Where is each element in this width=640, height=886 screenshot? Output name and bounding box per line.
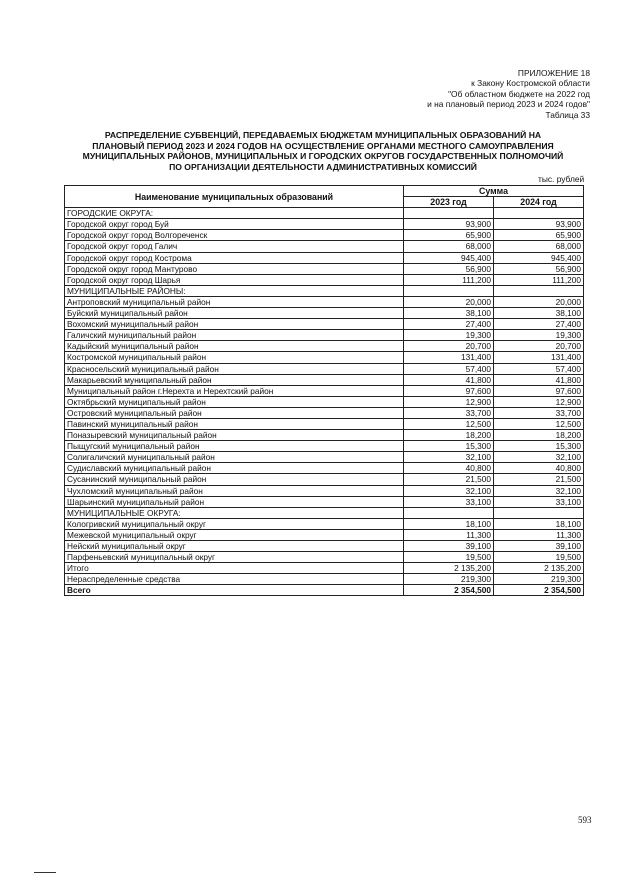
cell-amount-2023: 11,300 bbox=[404, 529, 494, 540]
table-row bbox=[65, 407, 584, 418]
column-header-sum: Сумма bbox=[404, 186, 584, 197]
cell-amount-2024: 18,200 bbox=[494, 430, 584, 441]
section-row bbox=[65, 507, 584, 518]
cell-amount-2023: 97,600 bbox=[404, 385, 494, 396]
cell-amount-2023: 19,500 bbox=[404, 552, 494, 563]
cell-municipality-name: Поназыревский муниципальный район bbox=[65, 430, 404, 441]
cell-amount-2024: 56,900 bbox=[494, 263, 584, 274]
table-row bbox=[65, 418, 584, 429]
table-row bbox=[65, 330, 584, 341]
cell-amount-2023: 33,700 bbox=[404, 407, 494, 418]
table-row bbox=[65, 430, 584, 441]
cell-municipality-name: Городской округ город Шарья bbox=[65, 274, 404, 285]
cell-amount-2024 bbox=[494, 208, 584, 219]
cell-amount-2024: 97,600 bbox=[494, 385, 584, 396]
cell-municipality-name: Городской округ город Галич bbox=[65, 241, 404, 252]
cell-amount-2024: 33,700 bbox=[494, 407, 584, 418]
table-row bbox=[65, 319, 584, 330]
table-row bbox=[65, 263, 584, 274]
cell-amount-2023: 93,900 bbox=[404, 219, 494, 230]
section-row bbox=[65, 285, 584, 296]
table-body bbox=[65, 208, 584, 596]
table-row bbox=[65, 219, 584, 230]
table-row bbox=[65, 585, 584, 596]
units-label: тыс. рублей bbox=[538, 174, 585, 184]
header-period-line: и на плановый период 2023 и 2024 годов" bbox=[427, 99, 590, 110]
table-row bbox=[65, 296, 584, 307]
cell-amount-2024: 219,300 bbox=[494, 574, 584, 585]
cell-municipality-name: Судиславский муниципальный район bbox=[65, 463, 404, 474]
cell-amount-2024: 20,700 bbox=[494, 341, 584, 352]
cell-amount-2024: 65,900 bbox=[494, 230, 584, 241]
cell-municipality-name: Городской округ город Буй bbox=[65, 219, 404, 230]
cell-municipality-name: Чухломский муниципальный район bbox=[65, 485, 404, 496]
cell-amount-2023: 33,100 bbox=[404, 496, 494, 507]
cell-municipality-name: Галичский муниципальный район bbox=[65, 330, 404, 341]
cell-municipality-name: Итого bbox=[65, 563, 404, 574]
table-row bbox=[65, 452, 584, 463]
cell-amount-2023: 32,100 bbox=[404, 452, 494, 463]
cell-municipality-name: Городской округ город Волгореченск bbox=[65, 230, 404, 241]
title-line: РАСПРЕДЕЛЕНИЕ СУБВЕНЦИЙ, ПЕРЕДАВАЕМЫХ БЮДЖЕТАМ МУНИЦИПАЛЬНЫХ ОБРАЗОВАНИЙ НА bbox=[104, 130, 542, 140]
cell-municipality-name: Межевской муниципальный округ bbox=[65, 529, 404, 540]
cell-amount-2023: 40,800 bbox=[404, 463, 494, 474]
cell-amount-2024: 11,300 bbox=[494, 529, 584, 540]
cell-amount-2024: 32,100 bbox=[494, 485, 584, 496]
cell-amount-2024: 20,000 bbox=[494, 296, 584, 307]
cell-amount-2023: 20,000 bbox=[404, 296, 494, 307]
table-row bbox=[65, 396, 584, 407]
cell-amount-2023 bbox=[404, 285, 494, 296]
cell-municipality-name: МУНИЦИПАЛЬНЫЕ РАЙОНЫ: bbox=[65, 285, 404, 296]
cell-amount-2024: 19,500 bbox=[494, 552, 584, 563]
cell-amount-2023: 39,100 bbox=[404, 541, 494, 552]
table-row bbox=[65, 252, 584, 263]
cell-amount-2024: 111,200 bbox=[494, 274, 584, 285]
cell-amount-2023: 19,300 bbox=[404, 330, 494, 341]
table-row bbox=[65, 496, 584, 507]
table-row bbox=[65, 230, 584, 241]
cell-municipality-name: Островский муниципальный район bbox=[65, 407, 404, 418]
cell-amount-2023: 38,100 bbox=[404, 308, 494, 319]
cell-municipality-name: Павинский муниципальный район bbox=[65, 418, 404, 429]
cell-municipality-name: Антроповский муниципальный район bbox=[65, 296, 404, 307]
cell-amount-2023: 945,400 bbox=[404, 252, 494, 263]
table-row bbox=[65, 385, 584, 396]
table-row bbox=[65, 363, 584, 374]
cell-amount-2024: 32,100 bbox=[494, 452, 584, 463]
cell-amount-2023: 2 354,500 bbox=[404, 585, 494, 596]
table-row bbox=[65, 485, 584, 496]
cell-amount-2024: 33,100 bbox=[494, 496, 584, 507]
table-row bbox=[65, 574, 584, 585]
cell-municipality-name: Городской округ город Кострома bbox=[65, 252, 404, 263]
cell-municipality-name: Кологривский муниципальный округ bbox=[65, 518, 404, 529]
cell-amount-2023: 65,900 bbox=[404, 230, 494, 241]
cell-amount-2023: 68,000 bbox=[404, 241, 494, 252]
cell-municipality-name: Солигаличский муниципальный район bbox=[65, 452, 404, 463]
cell-amount-2023: 27,400 bbox=[404, 319, 494, 330]
column-header-2024: 2024 год bbox=[494, 197, 584, 208]
cell-amount-2023: 21,500 bbox=[404, 474, 494, 485]
cell-municipality-name: Вохомский муниципальный район bbox=[65, 319, 404, 330]
cell-amount-2023: 111,200 bbox=[404, 274, 494, 285]
cell-municipality-name: Шарьинский муниципальный район bbox=[65, 496, 404, 507]
cell-amount-2024: 945,400 bbox=[494, 252, 584, 263]
cell-amount-2024: 2 135,200 bbox=[494, 563, 584, 574]
table-row bbox=[65, 352, 584, 363]
table-row bbox=[65, 241, 584, 252]
cell-municipality-name: Нераспределенные средства bbox=[65, 574, 404, 585]
table-row bbox=[65, 374, 584, 385]
header-law-line: к Закону Костромской области bbox=[471, 78, 590, 89]
cell-amount-2023: 18,200 bbox=[404, 430, 494, 441]
cell-municipality-name: Октябрьский муниципальный район bbox=[65, 396, 404, 407]
title-line: МУНИЦИПАЛЬНЫХ РАЙОНОВ, МУНИЦИПАЛЬНЫХ И ГОРОДСКИХ ОКРУГОВ ГОСУДАРСТВЕННЫХ ПОЛНОМОЧИЙ bbox=[82, 151, 564, 162]
cell-amount-2023: 12,500 bbox=[404, 418, 494, 429]
header-table-number: Таблица 33 bbox=[545, 109, 590, 120]
cell-municipality-name: Кадыйский муниципальный район bbox=[65, 341, 404, 352]
cell-municipality-name: Нейский муниципальный округ bbox=[65, 541, 404, 552]
cell-amount-2024: 68,000 bbox=[494, 241, 584, 252]
cell-amount-2023: 18,100 bbox=[404, 518, 494, 529]
cell-amount-2024: 41,800 bbox=[494, 374, 584, 385]
title-line: ПЛАНОВЫЙ ПЕРИОД 2023 И 2024 ГОДОВ НА ОСУЩЕСТВЛЕНИЕ ОРГАНАМИ МЕСТНОГО САМОУПРАВЛЕНИЯ bbox=[92, 140, 554, 151]
cell-amount-2023: 56,900 bbox=[404, 263, 494, 274]
cell-amount-2024: 21,500 bbox=[494, 474, 584, 485]
cell-amount-2024 bbox=[494, 507, 584, 518]
column-header-name: Наименование муниципальных образований bbox=[65, 186, 404, 208]
column-header-2023: 2023 год bbox=[404, 197, 494, 208]
cell-municipality-name: Сусанинский муниципальный район bbox=[65, 474, 404, 485]
cell-municipality-name: Красносельский муниципальный район bbox=[65, 363, 404, 374]
table-row bbox=[65, 518, 584, 529]
title-line: ПО ОРГАНИЗАЦИИ ДЕЯТЕЛЬНОСТИ АДМИНИСТРАТИВНЫХ КОМИССИЙ bbox=[169, 161, 477, 172]
cell-amount-2024: 15,300 bbox=[494, 441, 584, 452]
cell-municipality-name: Пыщугский муниципальный район bbox=[65, 441, 404, 452]
page-number: 593 bbox=[578, 815, 592, 825]
subsidy-table bbox=[64, 185, 584, 596]
cell-municipality-name: Буйский муниципальный район bbox=[65, 308, 404, 319]
table-row bbox=[65, 441, 584, 452]
table-row bbox=[65, 563, 584, 574]
cell-amount-2024: 27,400 bbox=[494, 319, 584, 330]
cell-amount-2023 bbox=[404, 507, 494, 518]
cell-municipality-name: Городской округ город Мантурово bbox=[65, 263, 404, 274]
cell-amount-2024: 57,400 bbox=[494, 363, 584, 374]
cell-municipality-name: МУНИЦИПАЛЬНЫЕ ОКРУГА: bbox=[65, 507, 404, 518]
cell-amount-2023: 131,400 bbox=[404, 352, 494, 363]
cell-amount-2024: 40,800 bbox=[494, 463, 584, 474]
cell-amount-2023: 219,300 bbox=[404, 574, 494, 585]
cell-amount-2024: 93,900 bbox=[494, 219, 584, 230]
cell-amount-2023 bbox=[404, 208, 494, 219]
cell-amount-2023: 2 135,200 bbox=[404, 563, 494, 574]
table-row bbox=[65, 529, 584, 540]
cell-municipality-name: ГОРОДСКИЕ ОКРУГА: bbox=[65, 208, 404, 219]
footer-divider bbox=[34, 872, 56, 873]
cell-amount-2023: 57,400 bbox=[404, 363, 494, 374]
cell-amount-2023: 15,300 bbox=[404, 441, 494, 452]
table-row bbox=[65, 308, 584, 319]
cell-municipality-name: Муниципальный район г.Нерехта и Нерехтский район bbox=[65, 385, 404, 396]
cell-amount-2024: 131,400 bbox=[494, 352, 584, 363]
cell-amount-2024: 12,900 bbox=[494, 396, 584, 407]
table-row bbox=[65, 274, 584, 285]
section-row bbox=[65, 208, 584, 219]
cell-municipality-name: Костромской муниципальный район bbox=[65, 352, 404, 363]
cell-amount-2023: 12,900 bbox=[404, 396, 494, 407]
header-appendix-line: ПРИЛОЖЕНИЕ 18 bbox=[517, 68, 590, 78]
table-row bbox=[65, 341, 584, 352]
cell-municipality-name: Всего bbox=[65, 585, 404, 596]
cell-amount-2024: 18,100 bbox=[494, 518, 584, 529]
cell-amount-2024: 2 354,500 bbox=[494, 585, 584, 596]
cell-municipality-name: Парфеньевский муниципальный округ bbox=[65, 552, 404, 563]
cell-amount-2023: 20,700 bbox=[404, 341, 494, 352]
cell-amount-2023: 41,800 bbox=[404, 374, 494, 385]
document-header bbox=[290, 68, 590, 120]
table-row bbox=[65, 552, 584, 563]
cell-amount-2024: 19,300 bbox=[494, 330, 584, 341]
header-budget-line: "Об областном бюджете на 2022 год bbox=[448, 88, 590, 99]
cell-municipality-name: Макарьевский муниципальный район bbox=[65, 374, 404, 385]
table-row bbox=[65, 463, 584, 474]
document-title bbox=[58, 130, 588, 172]
cell-amount-2024: 12,500 bbox=[494, 418, 584, 429]
cell-amount-2024 bbox=[494, 285, 584, 296]
table-row bbox=[65, 474, 584, 485]
cell-amount-2023: 32,100 bbox=[404, 485, 494, 496]
cell-amount-2024: 38,100 bbox=[494, 308, 584, 319]
table-row bbox=[65, 541, 584, 552]
cell-amount-2024: 39,100 bbox=[494, 541, 584, 552]
